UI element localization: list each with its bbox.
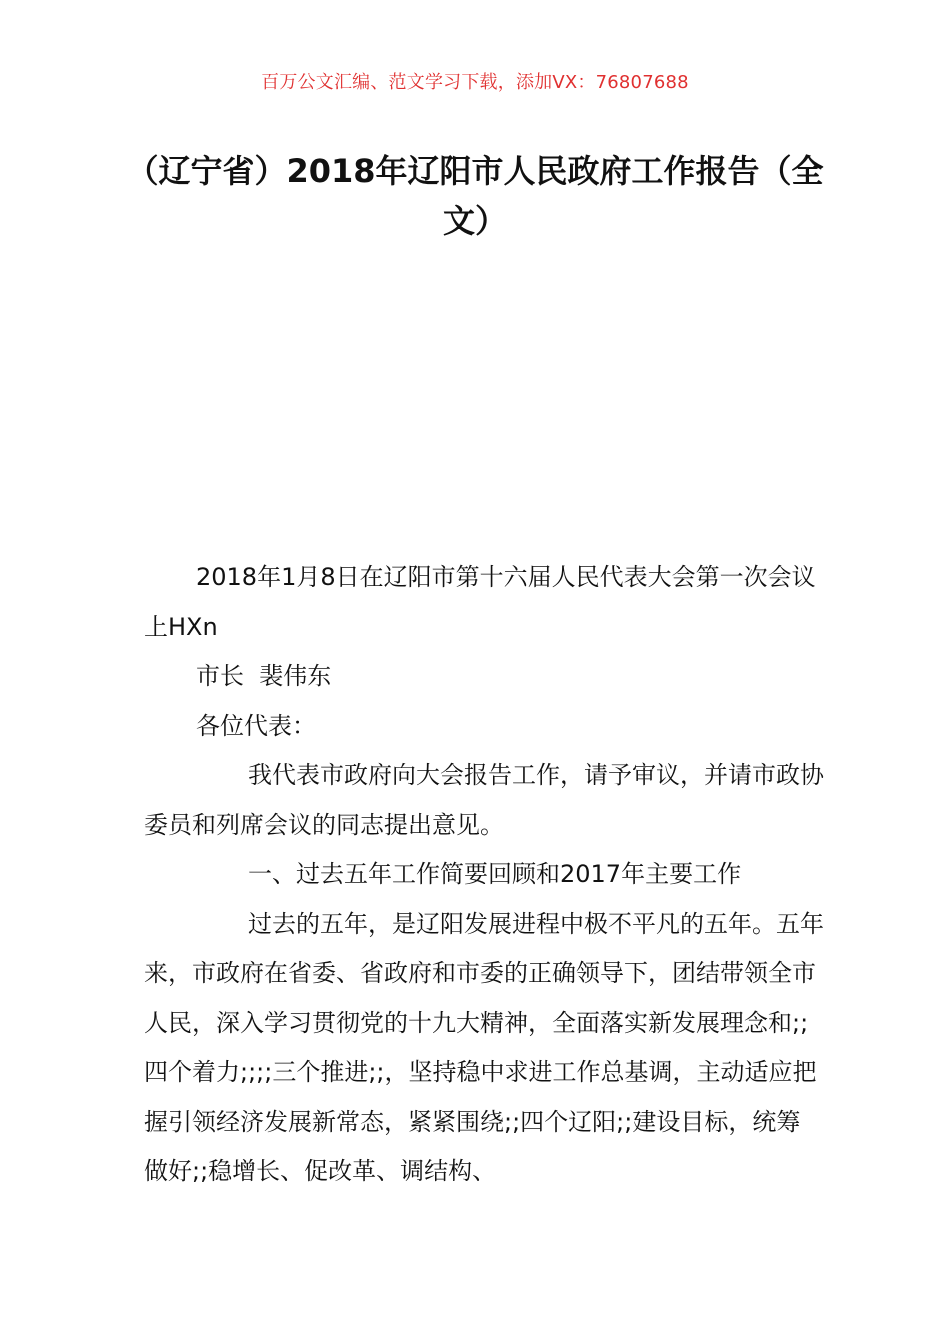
salutation-line: 各位代表： [196,711,316,740]
intro-paragraph: 我代表市政府向大会报告工作，请予审议，并请市政协委员和列席会议的同志提出意见。 [144,761,824,839]
speaker-line: 市长 裴伟东 [196,662,332,690]
review-paragraph: 过去的五年，是辽阳发展进程中极不平凡的五年。五年来，市政府在省委、省政府和市委的正确领导下，团结带领全市人民，深入学习贯彻党的十九大精神，全面落实新发展理念和;;四个着力;;;;三个推进;;，坚持稳中求进工作总基调，主动适应把握引领经济发展新常态，紧紧围绕;;四个辽阳;;建设目标，统筹做好;;稳增长、促改革、调结构、 [144,909,824,1185]
section-heading: 一、过去五年工作简要回顾和2017年主要工作 [248,860,742,888]
header-promo-note: 百万公文汇编、范文学习下载，添加VX：76807688 [261,72,689,93]
meeting-info-paragraph: 2018年1月8日在辽阳市第十六届人民代表大会第一次会议上HXn [144,563,816,641]
document-body [144,553,824,1197]
document-title: （辽宁省）2018年辽阳市人民政府工作报告（全文） [126,152,824,240]
